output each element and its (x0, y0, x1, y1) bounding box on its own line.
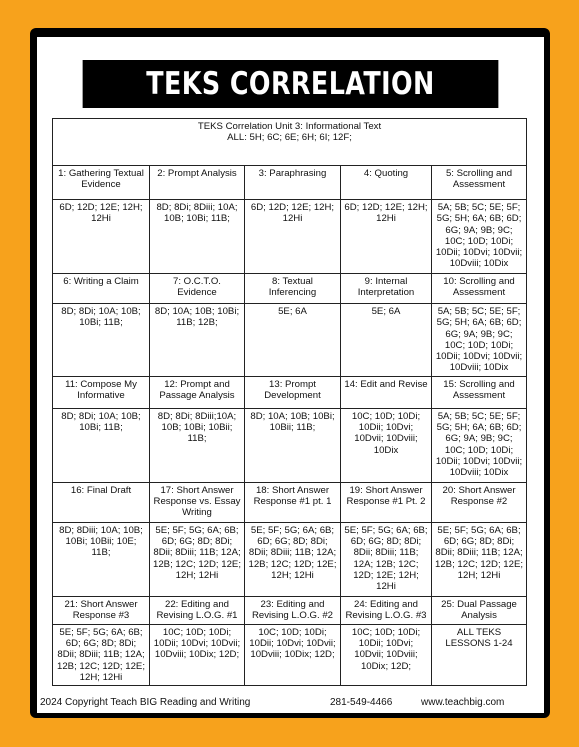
lesson-title: 13: Prompt Development (245, 376, 341, 408)
lesson-teks-codes: 10C; 10D; 10Di; 10Dii; 10Dvi; 10Dvii; 10Dviii; 10Dix; 12D; (245, 624, 341, 685)
lesson-title: 19: Short Answer Response #1 Pt. 2 (341, 482, 432, 522)
lesson-title: 7: O.C.T.O. Evidence (150, 274, 245, 304)
lesson-teks-codes: 10C; 10D; 10Di; 10Dii; 10Dvi; 10Dvii; 10Dviii; 10Dix; 12D; (150, 624, 245, 685)
header-unit-title: TEKS Correlation Unit 3: Informational Text (197, 121, 382, 132)
lesson-title: 4: Quoting (341, 166, 432, 200)
lesson-codes-row (53, 522, 527, 596)
footer-phone: 281-549-4466 (330, 697, 393, 708)
footer-copyright: 2024 Copyright Teach BIG Reading and Writing (40, 697, 251, 708)
lesson-teks-codes: 8D; 8Di; 10A; 10B; 10Bi; 11B; (53, 408, 150, 482)
lesson-teks-codes: 5E; 5F; 5G; 6A; 6B; 6D; 6G; 8D; 8Di; 8Dii; 8Diii; 11B; 12A; 12B; 12C; 12D; 12E; 12H; 12Hi (245, 522, 341, 596)
lesson-teks-codes: 6D; 12D; 12E; 12H; 12Hi (245, 200, 341, 274)
lesson-title: 21: Short Answer Response #3 (53, 596, 150, 624)
lesson-title: 12: Prompt and Passage Analysis (150, 376, 245, 408)
lesson-teks-codes: 8D; 10A; 10B; 10Bi; 11B; 12B; (150, 304, 245, 377)
lesson-title-row (53, 166, 527, 200)
lesson-title: 14: Edit and Revise (341, 376, 432, 408)
lesson-title: 23: Editing and Revising L.O.G. #2 (245, 596, 341, 624)
lesson-title: 3: Paraphrasing (245, 166, 341, 200)
lesson-codes-row (53, 408, 527, 482)
lesson-title: 1: Gathering Textual Evidence (53, 166, 150, 200)
lesson-teks-codes: 5A; 5B; 5C; 5E; 5F; 5G; 5H; 6A; 6B; 6D; 6G; 9A; 9B; 9C; 10C; 10D; 10Di; 10Dii; 10Dvi; 10Dvii; 10Dviii; 10Dix (432, 408, 527, 482)
lesson-title: 16: Final Draft (53, 482, 150, 522)
table-header (53, 119, 527, 166)
lesson-title: 6: Writing a Claim (53, 274, 150, 304)
table-header-row (53, 119, 527, 166)
lesson-teks-codes: ALL TEKS LESSONS 1-24 (432, 624, 527, 685)
lesson-teks-codes: 5A; 5B; 5C; 5E; 5F; 5G; 5H; 6A; 6B; 6D; 6G; 9A; 9B; 9C; 10C; 10D; 10Di; 10Dii; 10Dvi; 10Dvii; 10Dviii; 10Dix (432, 304, 527, 377)
lesson-title: 2: Prompt Analysis (150, 166, 245, 200)
lesson-codes-row (53, 200, 527, 274)
lesson-teks-codes: 5E; 6A (341, 304, 432, 377)
lesson-title: 18: Short Answer Response #1 pt. 1 (245, 482, 341, 522)
page-title: TEKS CORRELATION (83, 60, 499, 108)
lesson-title: 17: Short Answer Response vs. Essay Writing (150, 482, 245, 522)
lesson-title: 9: Internal Interpretation (341, 274, 432, 304)
lesson-teks-codes: 8D; 8Di; 8Diii; 10A; 10B; 10Bi; 11B; (150, 200, 245, 274)
lesson-teks-codes: 8D; 10A; 10B; 10Bi; 10Bii; 11B; (245, 408, 341, 482)
lesson-teks-codes: 8D; 8Diii; 10A; 10B; 10Bi; 10Bii; 10E; 11B; (53, 522, 150, 596)
lesson-title: 5: Scrolling and Assessment (432, 166, 527, 200)
lesson-codes-row (53, 304, 527, 377)
lesson-codes-row (53, 624, 527, 685)
lesson-title: 20: Short Answer Response #2 (432, 482, 527, 522)
lesson-title: 22: Editing and Revising L.O.G. #1 (150, 596, 245, 624)
lesson-teks-codes: 5A; 5B; 5C; 5E; 5F; 5G; 5H; 6A; 6B; 6D; 6G; 9A; 9B; 9C; 10C; 10D; 10Di; 10Dii; 10Dvi; 10Dvii; 10Dviii; 10Dix (432, 200, 527, 274)
lesson-title: 24: Editing and Revising L.O.G. #3 (341, 596, 432, 624)
lesson-teks-codes: 8D; 8Di; 10A; 10B; 10Bi; 11B; (53, 304, 150, 377)
lesson-title: 25: Dual Passage Analysis (432, 596, 527, 624)
lesson-teks-codes: 5E; 6A (245, 304, 341, 377)
lesson-teks-codes: 5E; 5F; 5G; 6A; 6B; 6D; 6G; 8D; 8Di; 8Dii; 8Diii; 11B; 12A; 12B; 12C; 12D; 12E; 12H; 12Hi (150, 522, 245, 596)
lesson-teks-codes: 10C; 10D; 10Di; 10Dii; 10Dvi; 10Dvii; 10Dviii; 10Dix; 12D; (341, 624, 432, 685)
lesson-teks-codes: 5E; 5F; 5G; 6A; 6B; 6D; 6G; 8D; 8Di; 8Dii; 8Diii; 11B; 12A; 12B; 12C; 12D; 12E; 12H; 12Hi (341, 522, 432, 596)
footer-website[interactable]: www.teachbig.com (421, 697, 505, 708)
lesson-teks-codes: 5E; 5F; 5G; 6A; 6B; 6D; 6G; 8D; 8Di; 8Dii; 8Diii; 11B; 12A; 12B; 12C; 12D; 12E; 12H; 12Hi (432, 522, 527, 596)
lesson-title: 8: Textual Inferencing (245, 274, 341, 304)
lesson-title-row (53, 596, 527, 624)
lesson-title: 15: Scrolling and Assessment (432, 376, 527, 408)
teks-correlation-table (52, 118, 527, 686)
lesson-teks-codes: 8D; 8Di; 8Diii;10A; 10B; 10Bi; 10Bii; 11B; (150, 408, 245, 482)
lesson-teks-codes: 5E; 5F; 5G; 6A; 6B; 6D; 6G; 8D; 8Di; 8Dii; 8Diii; 11B; 12A; 12B; 12C; 12D; 12E; 12H; 12Hi (53, 624, 150, 685)
lesson-teks-codes: 6D; 12D; 12E; 12H; 12Hi (341, 200, 432, 274)
lesson-title-row (53, 482, 527, 522)
lesson-title-row (53, 274, 527, 304)
lesson-title-row (53, 376, 527, 408)
lesson-title: 11: Compose My Informative (53, 376, 150, 408)
header-all-standards: ALL: 5H; 6C; 6E; 6H; 6I; 12F; (227, 132, 352, 144)
footer (40, 697, 540, 711)
lesson-teks-codes: 6D; 12D; 12E; 12H; 12Hi (53, 200, 150, 274)
lesson-teks-codes: 10C; 10D; 10Di; 10Dii; 10Dvi; 10Dvii; 10Dviii; 10Dix (341, 408, 432, 482)
lesson-title: 10: Scrolling and Assessment (432, 274, 527, 304)
